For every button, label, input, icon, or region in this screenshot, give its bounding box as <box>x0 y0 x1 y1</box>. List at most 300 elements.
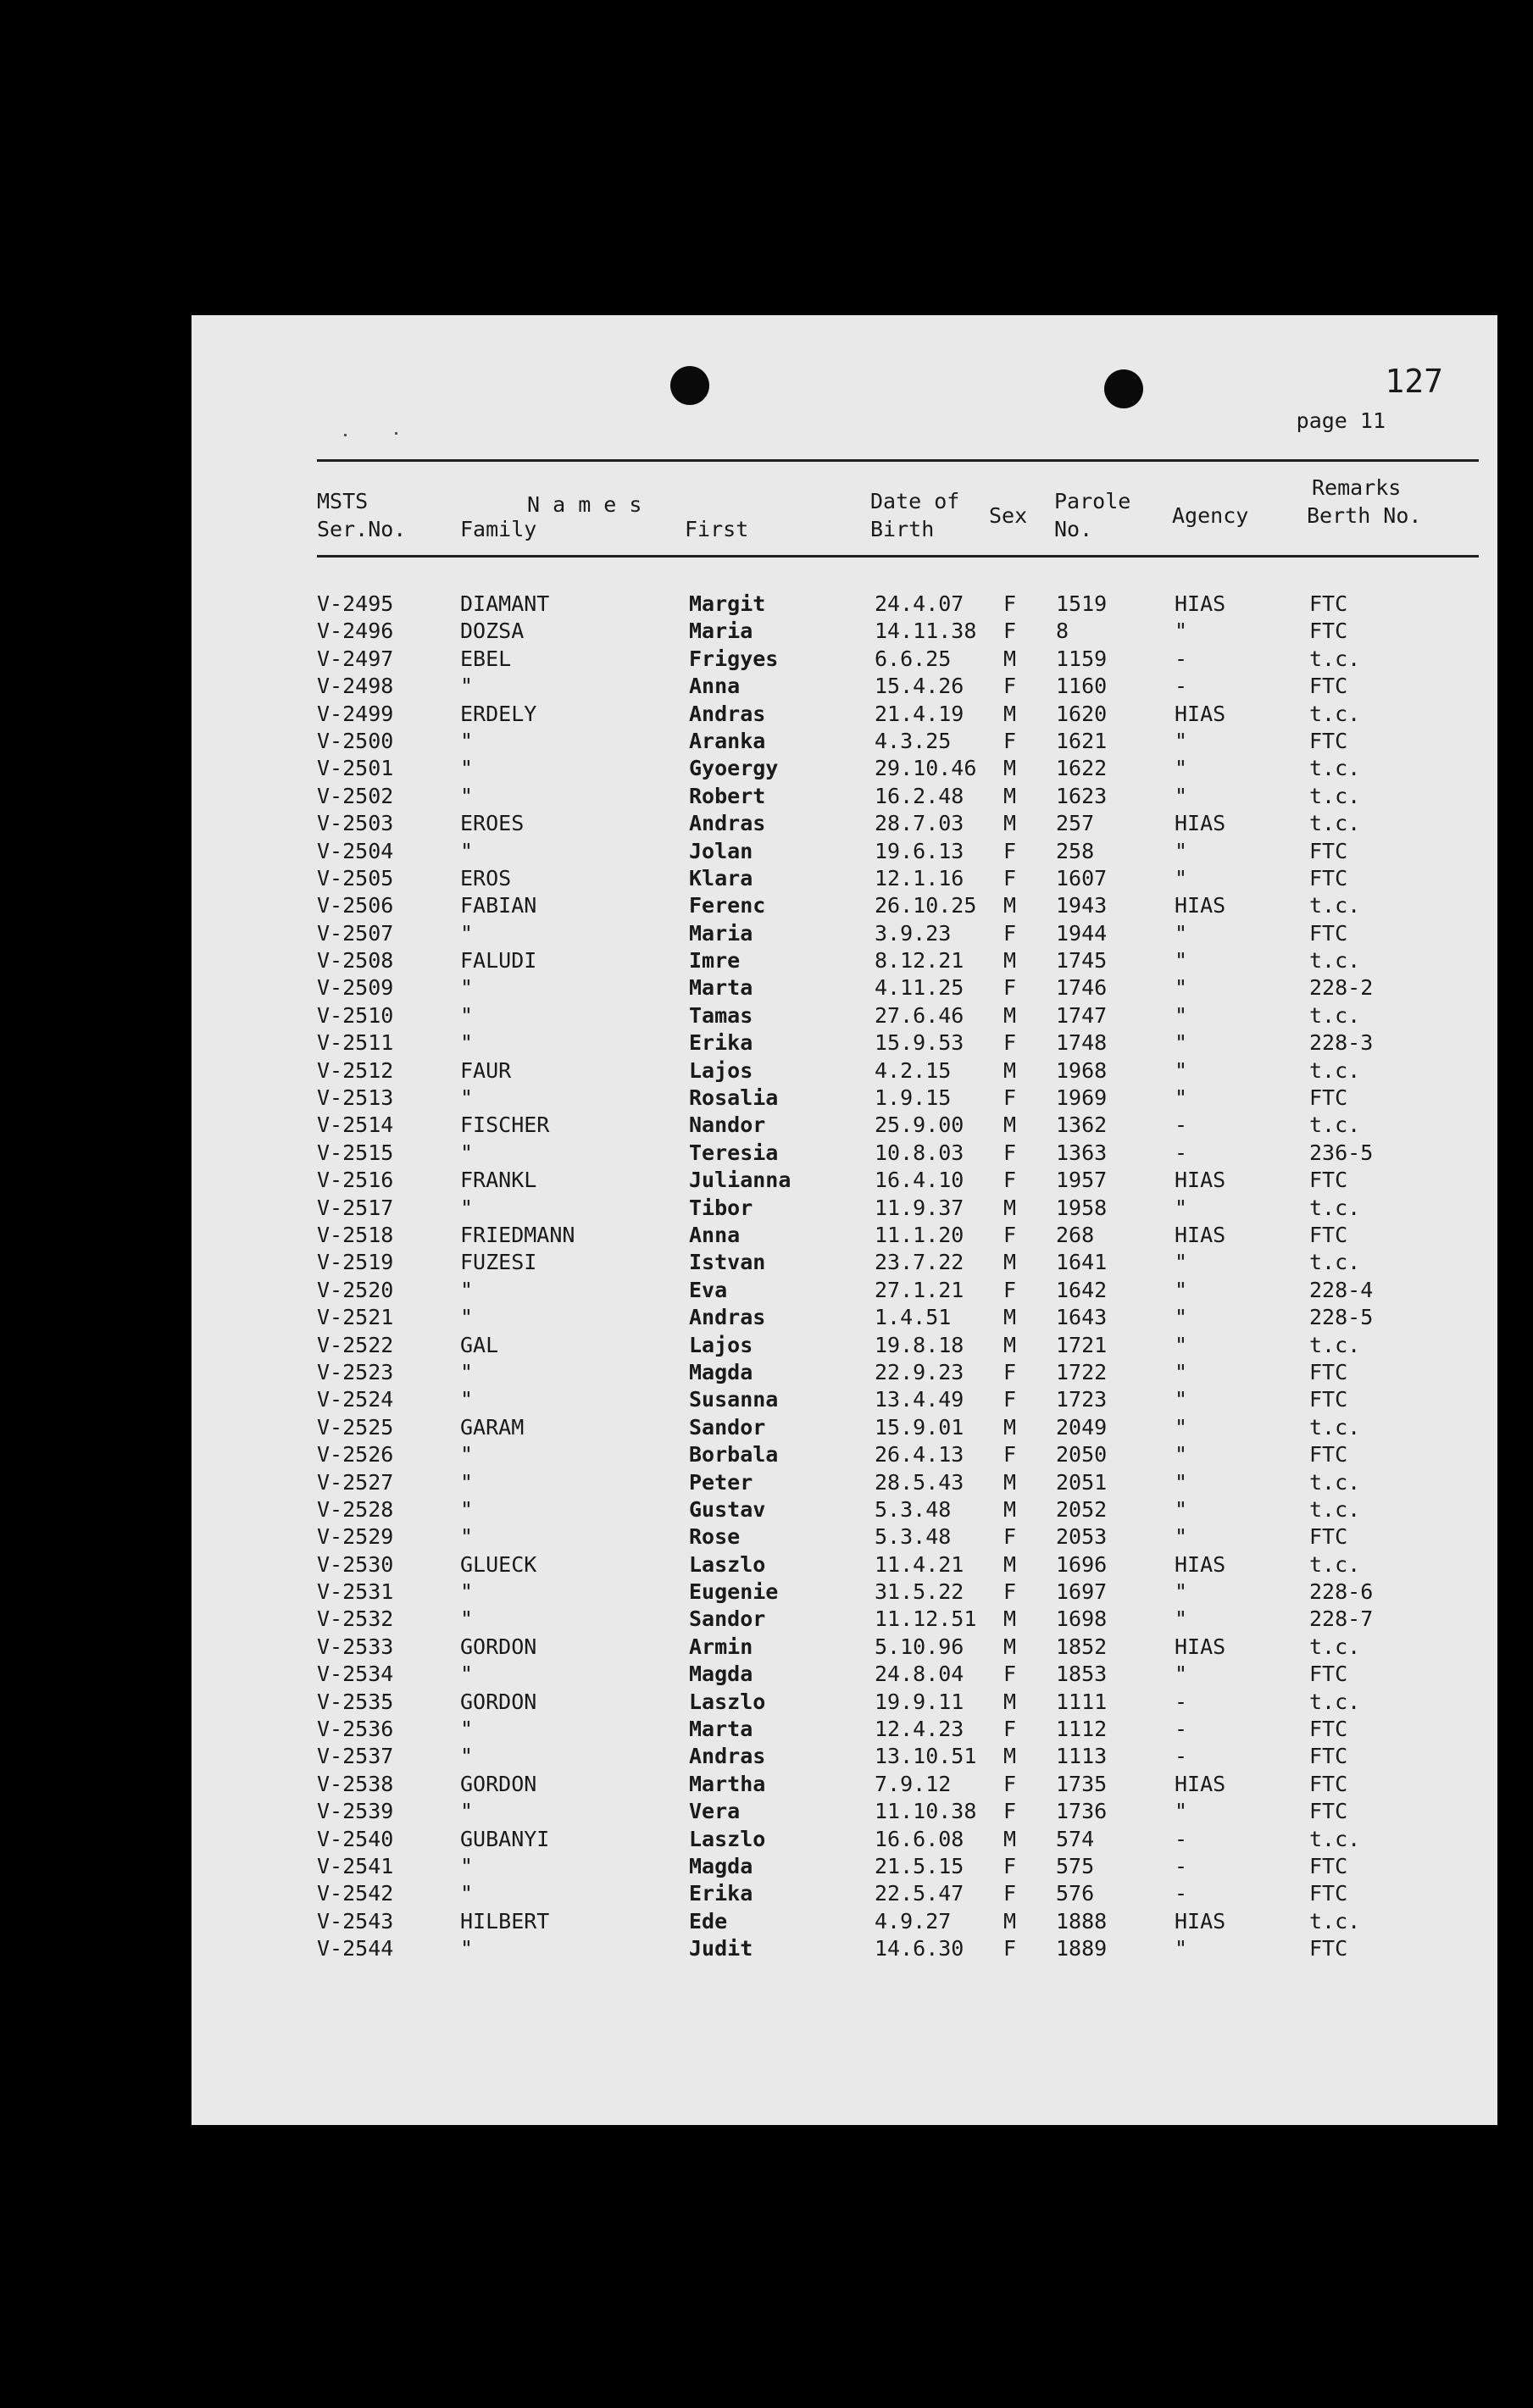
sex-cell: M <box>1003 1908 1017 1934</box>
sex-cell: F <box>1003 838 1017 863</box>
remarks-cell: t.c. <box>1309 1332 1361 1357</box>
header-remarks-line1: Remarks <box>1312 475 1402 500</box>
parole-number-cell: 1607 <box>1056 865 1108 891</box>
serial-number-cell: V-2533 <box>317 1634 394 1659</box>
table-row <box>192 1716 1497 1743</box>
agency-cell: HIAS <box>1175 701 1226 726</box>
first-name-cell: Sandor <box>689 1606 766 1632</box>
family-name-cell: DIAMANT <box>460 591 550 616</box>
serial-number-cell: V-2502 <box>317 783 394 808</box>
serial-number-cell: V-2539 <box>317 1799 394 1824</box>
table-row <box>192 1579 1497 1606</box>
table-row <box>192 1304 1497 1331</box>
agency-cell: " <box>1175 1414 1188 1440</box>
date-of-birth-cell: 4.3.25 <box>875 728 952 753</box>
remarks-cell: FTC <box>1309 619 1348 644</box>
parole-number-cell: 1111 <box>1056 1689 1108 1714</box>
agency-cell: " <box>1175 756 1188 781</box>
agency-cell: " <box>1175 920 1188 946</box>
agency-cell: " <box>1175 948 1188 974</box>
agency-cell: " <box>1175 1469 1188 1495</box>
sex-cell: M <box>1003 1002 1017 1028</box>
table-row <box>192 1661 1497 1688</box>
first-name-cell: Susanna <box>689 1387 779 1412</box>
serial-number-cell: V-2518 <box>317 1222 394 1247</box>
remarks-cell: t.c. <box>1309 948 1361 974</box>
table-row <box>192 1249 1497 1276</box>
serial-number-cell: V-2516 <box>317 1168 394 1193</box>
agency-cell: - <box>1175 646 1188 671</box>
agency-cell: " <box>1175 1579 1188 1605</box>
serial-number-cell: V-2534 <box>317 1662 394 1687</box>
date-of-birth-cell: 26.4.13 <box>875 1442 964 1468</box>
parole-number-cell: 1957 <box>1056 1168 1108 1193</box>
parole-number-cell: 1888 <box>1056 1908 1108 1934</box>
remarks-cell: FTC <box>1309 1936 1348 1961</box>
first-name-cell: Vera <box>689 1799 741 1824</box>
sex-cell: F <box>1003 1359 1017 1384</box>
serial-number-cell: V-2512 <box>317 1057 394 1083</box>
first-name-cell: Peter <box>689 1469 753 1495</box>
family-name-cell: " <box>460 1662 474 1687</box>
family-name-cell: EROES <box>460 811 525 836</box>
first-name-cell: Magda <box>689 1853 753 1878</box>
agency-cell: HIAS <box>1175 1168 1226 1193</box>
date-of-birth-cell: 11.1.20 <box>875 1222 964 1247</box>
family-name-cell: FALUDI <box>460 948 537 974</box>
parole-number-cell: 574 <box>1056 1826 1095 1851</box>
sex-cell: F <box>1003 1168 1017 1193</box>
first-name-cell: Rose <box>689 1524 741 1550</box>
table-row <box>192 1880 1497 1907</box>
serial-number-cell: V-2511 <box>317 1030 394 1056</box>
date-of-birth-cell: 12.4.23 <box>875 1717 964 1742</box>
date-of-birth-cell: 26.10.25 <box>875 893 977 918</box>
sex-cell: F <box>1003 1853 1017 1878</box>
table-row <box>192 1441 1497 1468</box>
family-name-cell: " <box>460 920 474 946</box>
first-name-cell: Armin <box>689 1634 753 1659</box>
date-of-birth-cell: 19.9.11 <box>875 1689 964 1714</box>
table-row <box>192 1140 1497 1167</box>
parole-number-cell: 1944 <box>1056 920 1108 946</box>
family-name-cell: HILBERT <box>460 1908 550 1934</box>
agency-cell: " <box>1175 1195 1188 1220</box>
family-name-cell: " <box>460 783 474 808</box>
sex-cell: F <box>1003 1936 1017 1961</box>
first-name-cell: Marta <box>689 975 753 1001</box>
header-agency: Agency <box>1172 503 1249 528</box>
sex-cell: F <box>1003 1799 1017 1824</box>
remarks-cell: 228-4 <box>1309 1277 1374 1302</box>
parole-number-cell: 1747 <box>1056 1002 1108 1028</box>
remarks-cell: FTC <box>1309 674 1348 699</box>
serial-number-cell: V-2531 <box>317 1579 394 1605</box>
parole-number-cell: 1721 <box>1056 1332 1108 1357</box>
remarks-cell: FTC <box>1309 728 1348 753</box>
first-name-cell: Rosalia <box>689 1085 779 1111</box>
punch-hole <box>670 366 709 405</box>
serial-number-cell: V-2524 <box>317 1387 394 1412</box>
first-name-cell: Andras <box>689 701 766 726</box>
parole-number-cell: 1112 <box>1056 1717 1108 1742</box>
serial-number-cell: V-2527 <box>317 1469 394 1495</box>
family-name-cell: GLUECK <box>460 1551 537 1577</box>
table-row <box>192 1523 1497 1551</box>
agency-cell: " <box>1175 975 1188 1001</box>
table-row <box>192 865 1497 892</box>
family-name-cell: GORDON <box>460 1634 537 1659</box>
parole-number-cell: 1623 <box>1056 783 1108 808</box>
sex-cell: M <box>1003 1195 1017 1220</box>
serial-number-cell: V-2514 <box>317 1112 394 1138</box>
remarks-cell: FTC <box>1309 1662 1348 1687</box>
table-row <box>192 1029 1497 1057</box>
sex-cell: M <box>1003 811 1017 836</box>
remarks-cell: 236-5 <box>1309 1140 1374 1165</box>
remarks-cell: t.c. <box>1309 1826 1361 1851</box>
agency-cell: HIAS <box>1175 1222 1226 1247</box>
date-of-birth-cell: 15.9.53 <box>875 1030 964 1056</box>
sex-cell: M <box>1003 1112 1017 1138</box>
remarks-cell: t.c. <box>1309 756 1361 781</box>
family-name-cell: ERDELY <box>460 701 537 726</box>
first-name-cell: Ferenc <box>689 893 766 918</box>
sex-cell: F <box>1003 1277 1017 1302</box>
date-of-birth-cell: 28.5.43 <box>875 1469 964 1495</box>
parole-number-cell: 258 <box>1056 838 1095 863</box>
parole-number-cell: 1723 <box>1056 1387 1108 1412</box>
parole-number-cell: 1852 <box>1056 1634 1108 1659</box>
family-name-cell: " <box>460 1195 474 1220</box>
table-row <box>192 646 1497 673</box>
date-of-birth-cell: 1.4.51 <box>875 1305 952 1330</box>
first-name-cell: Lajos <box>689 1057 753 1083</box>
serial-number-cell: V-2528 <box>317 1496 394 1522</box>
table-row <box>192 618 1497 645</box>
speck <box>344 434 347 436</box>
family-name-cell: FRANKL <box>460 1168 537 1193</box>
agency-cell: HIAS <box>1175 811 1226 836</box>
parole-number-cell: 1621 <box>1056 728 1108 753</box>
header-remarks-line2: Berth No. <box>1307 503 1422 528</box>
date-of-birth-cell: 21.4.19 <box>875 701 964 726</box>
parole-number-cell: 1746 <box>1056 975 1108 1001</box>
remarks-cell: 228-3 <box>1309 1030 1374 1056</box>
sex-cell: F <box>1003 1387 1017 1412</box>
sex-cell: M <box>1003 1689 1017 1714</box>
sex-cell: F <box>1003 728 1017 753</box>
agency-cell: " <box>1175 1332 1188 1357</box>
family-name-cell: " <box>460 1606 474 1632</box>
sex-cell: M <box>1003 756 1017 781</box>
date-of-birth-cell: 29.10.46 <box>875 756 977 781</box>
table-row <box>192 591 1497 618</box>
date-of-birth-cell: 4.2.15 <box>875 1057 952 1083</box>
page-label: page 11 <box>1296 408 1386 433</box>
header-msts-line2: Ser.No. <box>317 517 407 541</box>
header-remarks <box>1307 474 1421 530</box>
remarks-cell: t.c. <box>1309 701 1361 726</box>
table-row <box>192 1277 1497 1304</box>
parole-number-cell: 257 <box>1056 811 1095 836</box>
agency-cell: " <box>1175 728 1188 753</box>
date-of-birth-cell: 19.8.18 <box>875 1332 964 1357</box>
sex-cell: M <box>1003 1332 1017 1357</box>
agency-cell: - <box>1175 1689 1188 1714</box>
family-name-cell: GARAM <box>460 1414 525 1440</box>
parole-number-cell: 1698 <box>1056 1606 1108 1632</box>
agency-cell: - <box>1175 1140 1188 1165</box>
header-dob-line1: Date of <box>870 489 960 513</box>
table-row <box>192 1853 1497 1880</box>
table-row <box>192 1689 1497 1716</box>
parole-number-cell: 1641 <box>1056 1250 1108 1275</box>
first-name-cell: Klara <box>689 865 753 891</box>
family-name-cell: EBEL <box>460 646 512 671</box>
remarks-cell: t.c. <box>1309 646 1361 671</box>
first-name-cell: Andras <box>689 811 766 836</box>
remarks-cell: FTC <box>1309 1881 1348 1906</box>
serial-number-cell: V-2497 <box>317 646 394 671</box>
table-row <box>192 1112 1497 1139</box>
family-name-cell: " <box>460 1030 474 1056</box>
header-family: Family <box>460 517 537 541</box>
family-name-cell: " <box>460 1140 474 1165</box>
serial-number-cell: V-2538 <box>317 1771 394 1796</box>
table-row <box>192 892 1497 919</box>
remarks-cell: t.c. <box>1309 1414 1361 1440</box>
parole-number-cell: 1969 <box>1056 1085 1108 1111</box>
sex-cell: M <box>1003 1496 1017 1522</box>
family-name-cell: FUZESI <box>460 1250 537 1275</box>
table-row <box>192 1634 1497 1661</box>
table-row <box>192 1222 1497 1249</box>
first-name-cell: Gyoergy <box>689 756 779 781</box>
family-name-cell: DOZSA <box>460 619 525 644</box>
parole-number-cell: 1697 <box>1056 1579 1108 1605</box>
sex-cell: M <box>1003 1826 1017 1851</box>
serial-number-cell: V-2496 <box>317 619 394 644</box>
serial-number-cell: V-2542 <box>317 1881 394 1906</box>
sex-cell: F <box>1003 1881 1017 1906</box>
agency-cell: " <box>1175 1606 1188 1632</box>
date-of-birth-cell: 15.4.26 <box>875 674 964 699</box>
first-name-cell: Erika <box>689 1030 753 1056</box>
sex-cell: F <box>1003 674 1017 699</box>
parole-number-cell: 1943 <box>1056 893 1108 918</box>
serial-number-cell: V-2495 <box>317 591 394 616</box>
serial-number-cell: V-2520 <box>317 1277 394 1302</box>
date-of-birth-cell: 13.4.49 <box>875 1387 964 1412</box>
parole-number-cell: 1748 <box>1056 1030 1108 1056</box>
sex-cell: F <box>1003 920 1017 946</box>
remarks-cell: t.c. <box>1309 1112 1361 1138</box>
parole-number-cell: 575 <box>1056 1853 1095 1878</box>
agency-cell: " <box>1175 1002 1188 1028</box>
parole-number-cell: 1363 <box>1056 1140 1108 1165</box>
serial-number-cell: V-2506 <box>317 893 394 918</box>
first-name-cell: Lajos <box>689 1332 753 1357</box>
first-name-cell: Maria <box>689 619 753 644</box>
remarks-cell: 228-7 <box>1309 1606 1374 1632</box>
first-name-cell: Andras <box>689 1305 766 1330</box>
sex-cell: F <box>1003 1524 1017 1550</box>
serial-number-cell: V-2525 <box>317 1414 394 1440</box>
parole-number-cell: 1362 <box>1056 1112 1108 1138</box>
table-row <box>192 673 1497 700</box>
table-row <box>192 1195 1497 1222</box>
date-of-birth-cell: 14.11.38 <box>875 619 977 644</box>
document-sheet <box>192 315 1497 2125</box>
remarks-cell: t.c. <box>1309 1195 1361 1220</box>
date-of-birth-cell: 1.9.15 <box>875 1085 952 1111</box>
parole-number-cell: 1889 <box>1056 1936 1108 1961</box>
sex-cell: M <box>1003 1414 1017 1440</box>
remarks-cell: t.c. <box>1309 1250 1361 1275</box>
date-of-birth-cell: 5.3.48 <box>875 1496 952 1522</box>
agency-cell: - <box>1175 674 1188 699</box>
date-of-birth-cell: 13.10.51 <box>875 1744 977 1769</box>
first-name-cell: Martha <box>689 1771 766 1796</box>
date-of-birth-cell: 5.3.48 <box>875 1524 952 1550</box>
serial-number-cell: V-2544 <box>317 1936 394 1961</box>
sex-cell: F <box>1003 1662 1017 1687</box>
remarks-cell: FTC <box>1309 1442 1348 1468</box>
remarks-cell: FTC <box>1309 920 1348 946</box>
table-row <box>192 920 1497 947</box>
serial-number-cell: V-2532 <box>317 1606 394 1632</box>
agency-cell: " <box>1175 1277 1188 1302</box>
first-name-cell: Andras <box>689 1744 766 1769</box>
header-parole-line1: Parole <box>1054 489 1131 513</box>
agency-cell: HIAS <box>1175 1908 1226 1934</box>
parole-number-cell: 1622 <box>1056 756 1108 781</box>
first-name-cell: Tibor <box>689 1195 753 1220</box>
family-name-cell: " <box>460 1442 474 1468</box>
remarks-cell: FTC <box>1309 1524 1348 1550</box>
first-name-cell: Aranka <box>689 728 766 753</box>
table-row <box>192 755 1497 782</box>
first-name-cell: Jolan <box>689 838 753 863</box>
table-row <box>192 1606 1497 1633</box>
parole-number-cell: 1968 <box>1056 1057 1108 1083</box>
sex-cell: M <box>1003 1606 1017 1632</box>
serial-number-cell: V-2536 <box>317 1717 394 1742</box>
sex-cell: F <box>1003 865 1017 891</box>
header-parole-line2: No. <box>1054 517 1093 541</box>
serial-number-cell: V-2508 <box>317 948 394 974</box>
family-name-cell: " <box>460 1881 474 1906</box>
parole-number-cell: 2053 <box>1056 1524 1108 1550</box>
date-of-birth-cell: 11.9.37 <box>875 1195 964 1220</box>
agency-cell: - <box>1175 1112 1188 1138</box>
agency-cell: " <box>1175 619 1188 644</box>
sex-cell: F <box>1003 591 1017 616</box>
date-of-birth-cell: 22.9.23 <box>875 1359 964 1384</box>
agency-cell: - <box>1175 1853 1188 1878</box>
family-name-cell: " <box>460 1085 474 1111</box>
first-name-cell: Teresia <box>689 1140 779 1165</box>
parole-number-cell: 576 <box>1056 1881 1095 1906</box>
parole-number-cell: 1160 <box>1056 674 1108 699</box>
date-of-birth-cell: 27.6.46 <box>875 1002 964 1028</box>
sex-cell: F <box>1003 1771 1017 1796</box>
first-name-cell: Eva <box>689 1277 728 1302</box>
family-name-cell: " <box>460 1524 474 1550</box>
first-name-cell: Eugenie <box>689 1579 779 1605</box>
parole-number-cell: 1853 <box>1056 1662 1108 1687</box>
first-name-cell: Istvan <box>689 1250 766 1275</box>
serial-number-cell: V-2515 <box>317 1140 394 1165</box>
sex-cell: M <box>1003 893 1017 918</box>
date-of-birth-cell: 5.10.96 <box>875 1634 964 1659</box>
agency-cell: " <box>1175 1442 1188 1468</box>
passenger-list <box>192 591 1497 1963</box>
first-name-cell: Marta <box>689 1717 753 1742</box>
header-bottom-rule <box>317 555 1479 558</box>
remarks-cell: FTC <box>1309 1085 1348 1111</box>
table-row <box>192 1496 1497 1523</box>
header-msts <box>317 487 406 543</box>
family-name-cell: " <box>460 1387 474 1412</box>
sex-cell: M <box>1003 1305 1017 1330</box>
date-of-birth-cell: 24.8.04 <box>875 1662 964 1687</box>
family-name-cell: FISCHER <box>460 1112 550 1138</box>
parole-number-cell: 1519 <box>1056 591 1108 616</box>
date-of-birth-cell: 15.9.01 <box>875 1414 964 1440</box>
first-name-cell: Judit <box>689 1936 753 1961</box>
sex-cell: F <box>1003 619 1017 644</box>
serial-number-cell: V-2503 <box>317 811 394 836</box>
table-row <box>192 838 1497 865</box>
table-row <box>192 947 1497 974</box>
family-name-cell: FABIAN <box>460 893 537 918</box>
header-parole <box>1054 487 1130 543</box>
agency-cell: HIAS <box>1175 1551 1226 1577</box>
table-row <box>192 1771 1497 1798</box>
sex-cell: F <box>1003 1030 1017 1056</box>
family-name-cell: " <box>460 1305 474 1330</box>
parole-number-cell: 2051 <box>1056 1469 1108 1495</box>
agency-cell: - <box>1175 1826 1188 1851</box>
agency-cell: " <box>1175 1524 1188 1550</box>
serial-number-cell: V-2535 <box>317 1689 394 1714</box>
date-of-birth-cell: 23.7.22 <box>875 1250 964 1275</box>
table-row <box>192 701 1497 728</box>
parole-number-cell: 1642 <box>1056 1277 1108 1302</box>
speck <box>395 432 397 435</box>
date-of-birth-cell: 4.9.27 <box>875 1908 952 1934</box>
first-name-cell: Laszlo <box>689 1551 766 1577</box>
first-name-cell: Robert <box>689 783 766 808</box>
agency-cell: HIAS <box>1175 591 1226 616</box>
sex-cell: F <box>1003 1717 1017 1742</box>
serial-number-cell: V-2540 <box>317 1826 394 1851</box>
first-name-cell: Margit <box>689 591 766 616</box>
date-of-birth-cell: 7.9.12 <box>875 1771 952 1796</box>
remarks-cell: FTC <box>1309 1799 1348 1824</box>
serial-number-cell: V-2537 <box>317 1744 394 1769</box>
first-name-cell: Ede <box>689 1908 728 1934</box>
serial-number-cell: V-2505 <box>317 865 394 891</box>
table-row <box>192 1085 1497 1112</box>
sex-cell: M <box>1003 646 1017 671</box>
agency-cell: " <box>1175 1496 1188 1522</box>
parole-number-cell: 1958 <box>1056 1195 1108 1220</box>
date-of-birth-cell: 16.6.08 <box>875 1826 964 1851</box>
date-of-birth-cell: 6.6.25 <box>875 646 952 671</box>
